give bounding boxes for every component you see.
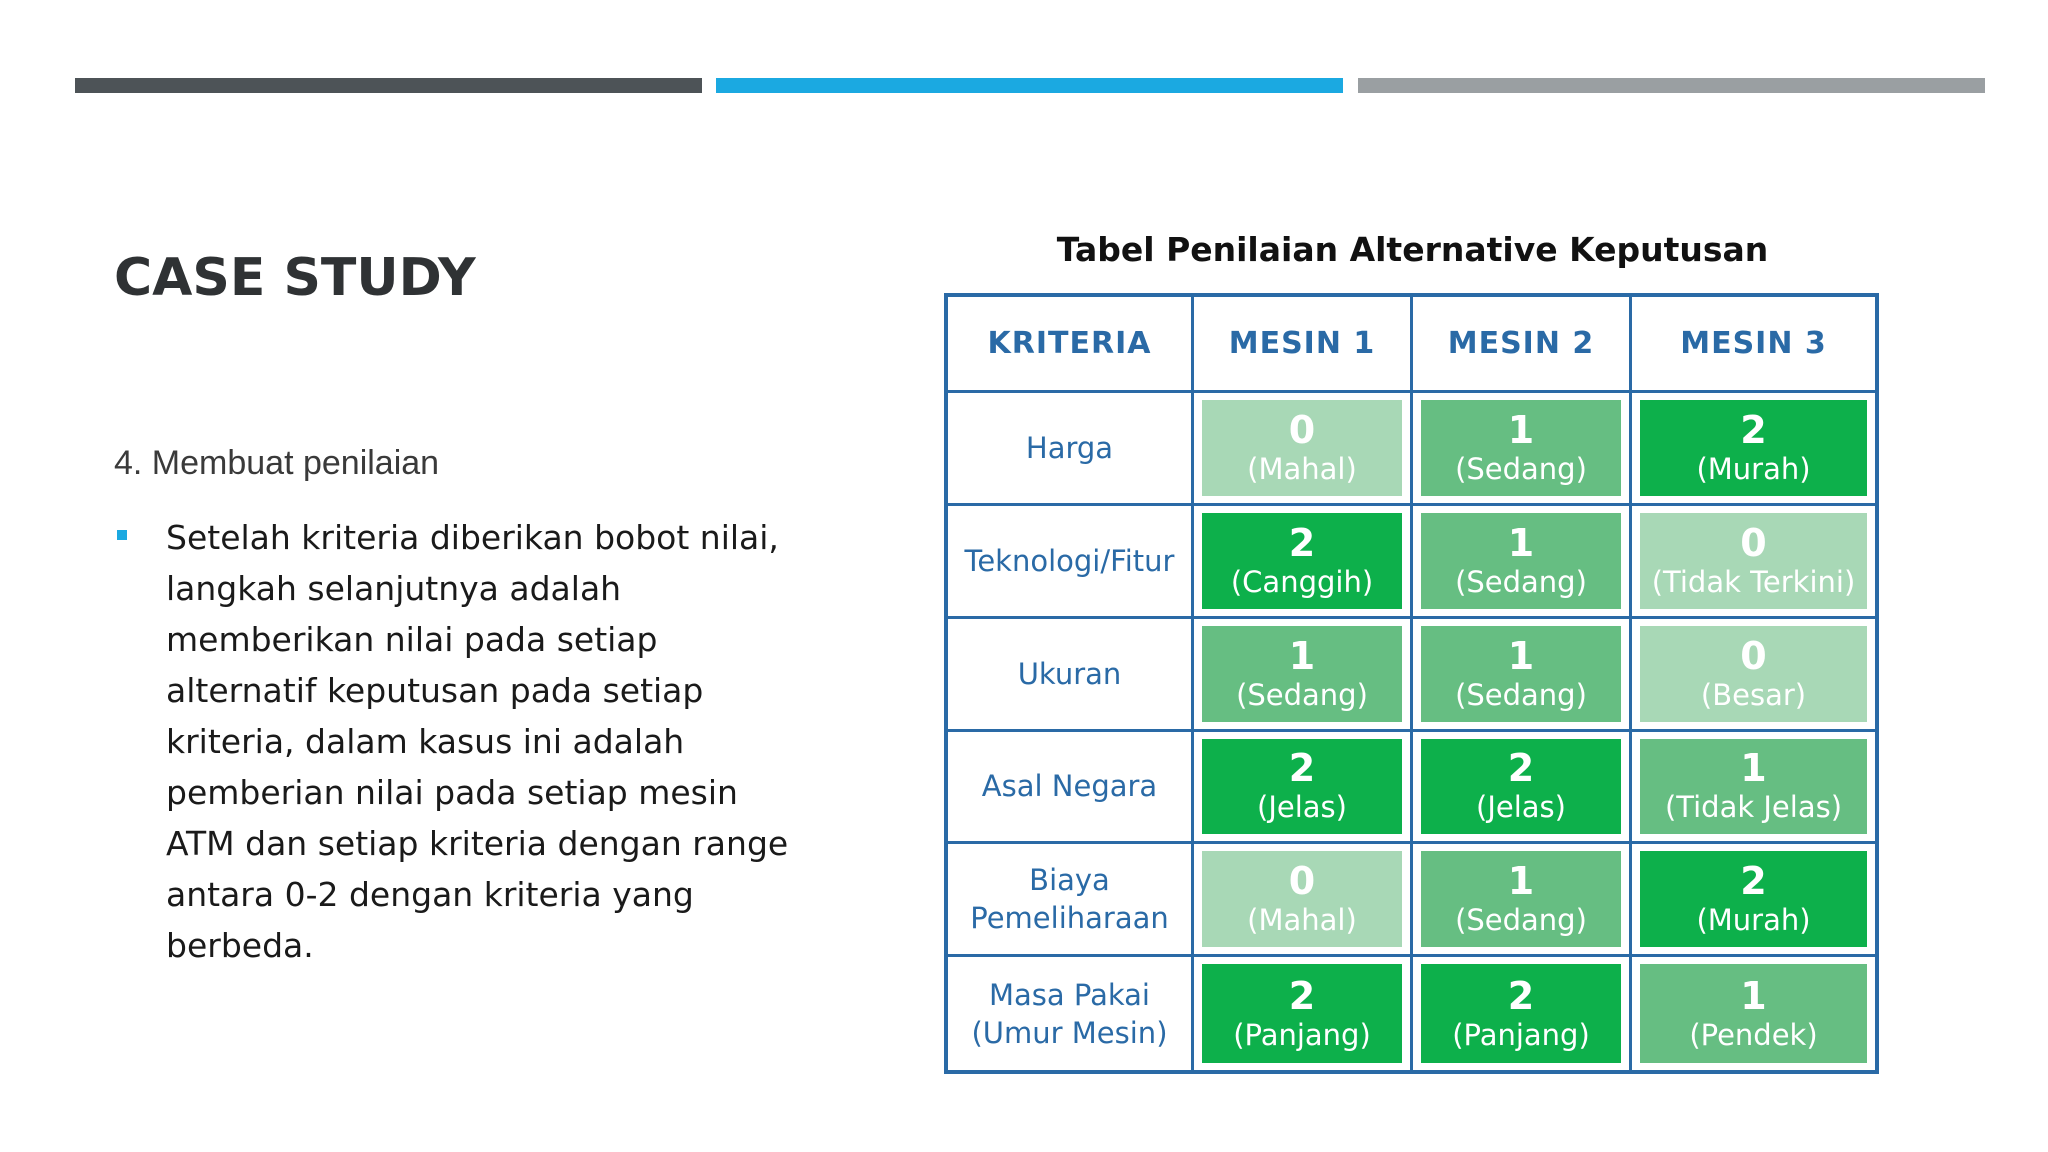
- bullet-text: Setelah kriteria diberikan bobot nilai, langkah selanjutnya adalah memberikan nilai pada setiap alternatif keputusan pada setiap kriteria, dalam kasus ini adalah pemberian nilai pada setiap mesin ATM dan setiap kriteria dengan range antara 0-2 dengan kriteria yang berbeda.: [166, 518, 789, 965]
- score-fill: [1640, 851, 1867, 947]
- header-bar-dark: [75, 78, 702, 93]
- score-fill: [1640, 739, 1867, 835]
- header-bar-blue: [716, 78, 1343, 93]
- criterion-label: Ukuran: [948, 619, 1194, 732]
- bullet-square-icon: [117, 530, 127, 540]
- score-cell: [1632, 619, 1875, 732]
- score-description: (Sedang): [1455, 677, 1587, 712]
- score-fill: [1640, 626, 1867, 722]
- score-cell: [1413, 732, 1632, 845]
- score-description: (Jelas): [1476, 790, 1566, 825]
- criterion-label: Teknologi/Fitur: [948, 506, 1194, 619]
- score-value: 2: [1507, 746, 1535, 791]
- score-cell: [1194, 619, 1413, 732]
- score-description: (Pendek): [1689, 1017, 1818, 1052]
- score-value: 1: [1740, 746, 1767, 791]
- score-cell: [1632, 957, 1875, 1070]
- score-cell: [1632, 732, 1875, 845]
- score-fill: [1421, 513, 1621, 609]
- score-cell: [1632, 506, 1875, 619]
- score-fill: [1421, 851, 1621, 947]
- score-fill: [1202, 964, 1402, 1063]
- criterion-label: Harga: [948, 393, 1194, 506]
- table-title: Tabel Penilaian Alternative Keputusan: [1056, 230, 1769, 269]
- score-cell: [1413, 506, 1632, 619]
- score-cell: [1194, 957, 1413, 1070]
- score-description: (Sedang): [1455, 903, 1587, 938]
- score-fill: [1640, 513, 1867, 609]
- score-fill: [1202, 851, 1402, 947]
- score-fill: [1421, 626, 1621, 722]
- score-description: (Sedang): [1236, 677, 1368, 712]
- score-value: 1: [1288, 633, 1316, 678]
- score-fill: [1202, 739, 1402, 835]
- score-cell: [1194, 506, 1413, 619]
- score-description: (Panjang): [1233, 1017, 1371, 1052]
- slide-title: CASE STUDY: [114, 248, 476, 308]
- score-value: 1: [1740, 973, 1767, 1018]
- criterion-label: Masa Pakai (Umur Mesin): [948, 957, 1194, 1070]
- score-description: (Sedang): [1455, 564, 1587, 599]
- score-description: (Sedang): [1455, 451, 1587, 486]
- score-fill: [1202, 513, 1402, 609]
- score-description: (Jelas): [1257, 790, 1347, 825]
- score-cell: [1413, 957, 1632, 1070]
- score-fill: [1202, 626, 1402, 722]
- score-table: [944, 293, 1879, 1074]
- score-value: 2: [1288, 746, 1316, 791]
- score-description: (Panjang): [1452, 1017, 1590, 1052]
- score-value: 2: [1288, 520, 1316, 565]
- score-cell: [1194, 393, 1413, 506]
- score-value: 1: [1507, 633, 1535, 678]
- score-fill: [1640, 964, 1867, 1063]
- score-value: 2: [1740, 859, 1767, 904]
- column-header: MESIN 3: [1632, 297, 1875, 393]
- score-value: 0: [1288, 407, 1316, 452]
- score-cell: [1413, 844, 1632, 957]
- column-header: MESIN 2: [1413, 297, 1632, 393]
- step-heading: 4. Membuat penilaian: [114, 444, 440, 482]
- score-description: (Murah): [1696, 903, 1811, 938]
- score-value: 0: [1288, 859, 1316, 904]
- score-description: (Mahal): [1247, 451, 1357, 486]
- score-fill: [1421, 739, 1621, 835]
- column-header: MESIN 1: [1194, 297, 1413, 393]
- score-value: 0: [1740, 520, 1767, 565]
- score-value: 2: [1288, 973, 1316, 1018]
- score-description: (Tidak Terkini): [1651, 564, 1856, 599]
- score-value: 1: [1507, 407, 1535, 452]
- score-description: (Mahal): [1247, 903, 1357, 938]
- score-cell: [1194, 844, 1413, 957]
- score-value: 2: [1740, 407, 1767, 452]
- score-cell: [1632, 393, 1875, 506]
- column-header: KRITERIA: [948, 297, 1194, 393]
- score-value: 0: [1740, 633, 1767, 678]
- score-description: (Canggih): [1230, 564, 1374, 599]
- score-fill: [1421, 400, 1621, 496]
- score-value: 1: [1507, 859, 1535, 904]
- score-cell: [1194, 732, 1413, 845]
- score-fill: [1421, 964, 1621, 1063]
- score-fill: [1640, 400, 1867, 496]
- criterion-label: Asal Negara: [948, 732, 1194, 845]
- score-cell: [1413, 619, 1632, 732]
- score-cell: [1413, 393, 1632, 506]
- score-value: 2: [1507, 973, 1535, 1018]
- score-cell: [1632, 844, 1875, 957]
- score-description: (Murah): [1696, 451, 1811, 486]
- score-fill: [1202, 400, 1402, 496]
- score-value: 1: [1507, 520, 1535, 565]
- score-description: (Besar): [1700, 677, 1807, 712]
- criterion-label: Biaya Pemeliharaan: [948, 844, 1194, 957]
- score-description: (Tidak Jelas): [1664, 790, 1843, 825]
- header-bar-grey: [1358, 78, 1985, 93]
